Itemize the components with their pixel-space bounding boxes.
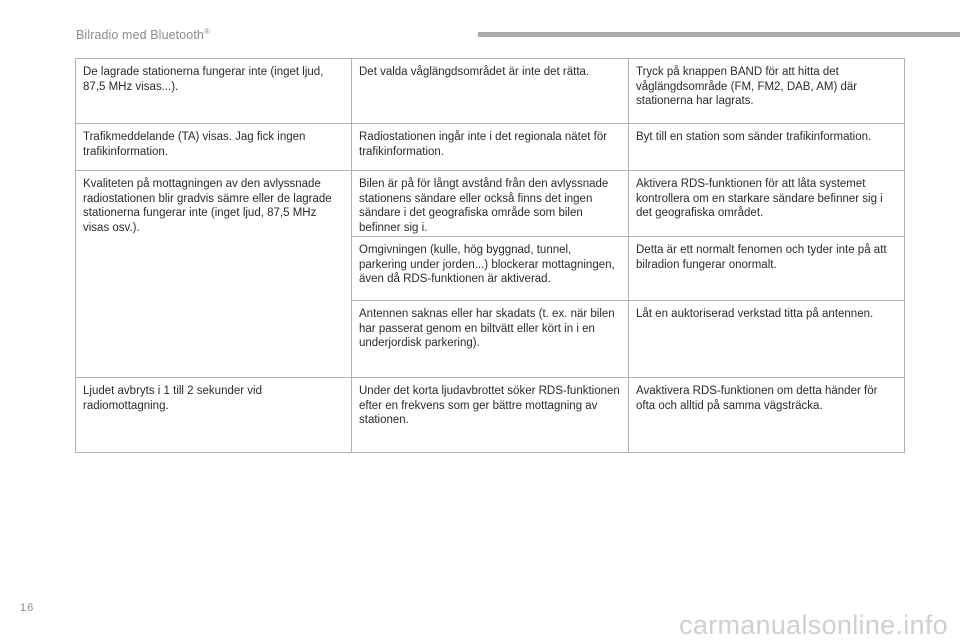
cause-cell: Antennen saknas eller har skadats (t. ex. när bilen har passerat genom en biltvätt eller kört in i en underjordisk parkering). (352, 301, 629, 378)
table-row (76, 124, 905, 171)
solution-cell: Tryck på knappen BAND för att hitta det våglängdsområde (FM, FM2, DAB, AM) där stationerna har lagrats. (629, 59, 905, 124)
table-row (76, 59, 905, 124)
table-row (76, 378, 905, 453)
problem-cell: De lagrade stationerna fungerar inte (inget ljud, 87,5 MHz visas...). (76, 59, 352, 124)
troubleshooting-table (75, 58, 905, 453)
cause-cell: Det valda våglängdsområdet är inte det rätta. (352, 59, 629, 124)
solution-cell: Byt till en station som sänder trafikinformation. (629, 124, 905, 171)
header-bar (478, 32, 960, 37)
cause-cell: Radiostationen ingår inte i det regionala nätet för trafikinformation. (352, 124, 629, 171)
section-title (76, 27, 210, 42)
table-row (76, 171, 905, 237)
page-number: 16 (20, 602, 35, 614)
registered-mark: ® (203, 27, 210, 36)
section-title-text: Bilradio med Bluetooth (76, 28, 204, 42)
problem-cell: Ljudet avbryts i 1 till 2 sekunder vid radiomottagning. (76, 378, 352, 453)
cause-cell: Omgivningen (kulle, hög byggnad, tunnel, parkering under jorden...) blockerar mottagningen, även då RDS-funktionen är aktiverad. (352, 237, 629, 301)
solution-cell: Avaktivera RDS-funktionen om detta händer för ofta och alltid på samma vägsträcka. (629, 378, 905, 453)
watermark: carmanualsonline.info (679, 610, 948, 640)
problem-cell: Trafikmeddelande (TA) visas. Jag fick ingen trafikinformation. (76, 124, 352, 171)
solution-cell: Låt en auktoriserad verkstad titta på antennen. (629, 301, 905, 378)
solution-cell: Aktivera RDS-funktionen för att låta systemet kontrollera om en starkare sändare befinner sig i det geografiska området. (629, 171, 905, 237)
cause-cell: Under det korta ljudavbrottet söker RDS-funktionen efter en frekvens som ger bättre mottagning av stationen. (352, 378, 629, 453)
problem-cell: Kvaliteten på mottagningen av den avlyssnade radiostationen blir gradvis sämre eller de lagrade stationerna fungerar inte (inget ljud, 87,5 MHz visas osv.). (76, 171, 352, 378)
solution-cell: Detta är ett normalt fenomen och tyder inte på att bilradion fungerar onormalt. (629, 237, 905, 301)
cause-cell: Bilen är på för långt avstånd från den avlyssnade stationens sändare eller också finns det ingen sändare i det geografiska område som bilen befinner sig i. (352, 171, 629, 237)
